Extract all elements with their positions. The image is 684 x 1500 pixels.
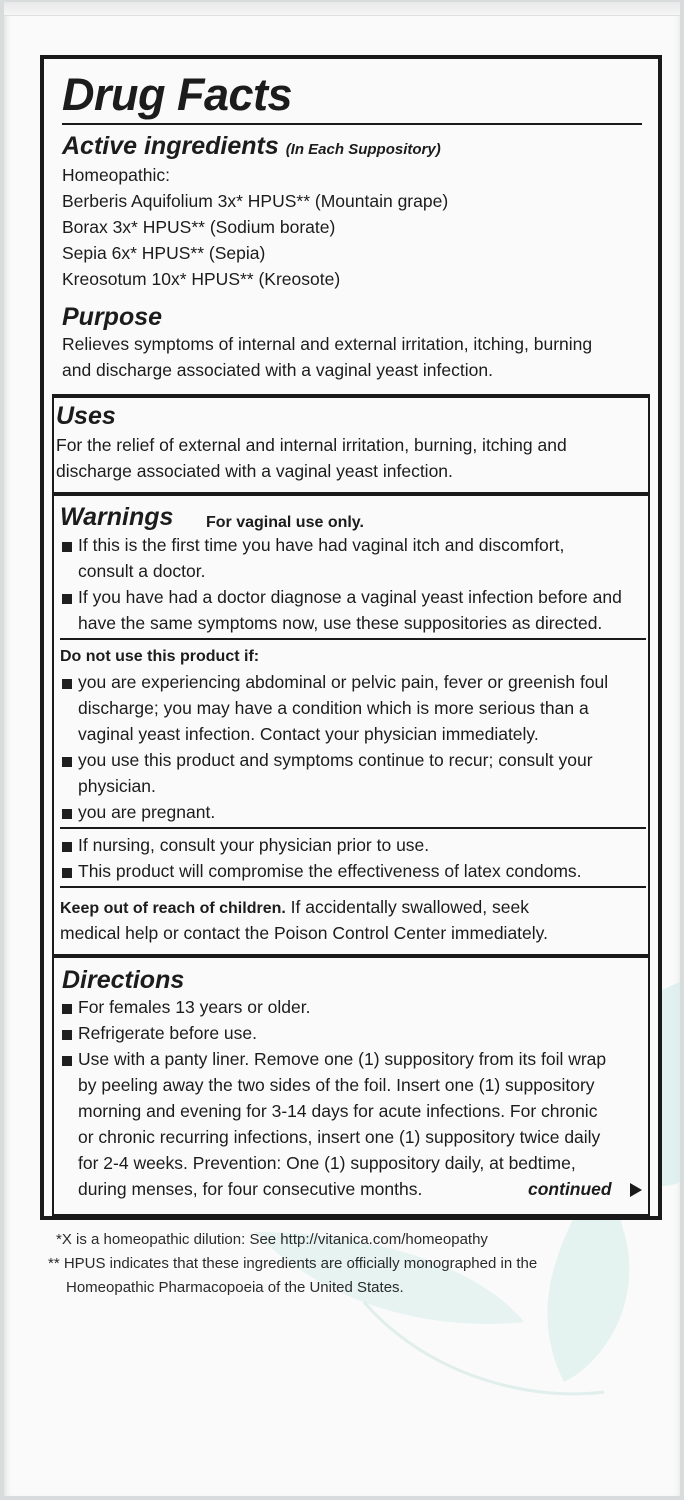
vaginal-use-note: For vaginal use only. [206, 514, 364, 531]
active-line: Borax 3x* HPUS** (Sodium borate) [62, 217, 336, 237]
warnings-section [52, 494, 650, 956]
warnings-divider [60, 827, 646, 829]
active-purpose-section [52, 59, 650, 396]
active-qualifier: (In Each Suppository) [285, 141, 441, 158]
warnings-divider [60, 638, 646, 640]
directions-line: Use with a panty liner. Remove one (1) suppository from its foil wrap [78, 1049, 607, 1069]
do-not-line: you use this product and symptoms continue to recur; consult your [78, 750, 593, 770]
active-line: Kreosotum 10x* HPUS** (Kreosote) [62, 269, 341, 289]
keep-out-line: medical help or contact the Poison Control Center immediately. [60, 923, 548, 943]
keep-out-line [60, 895, 529, 921]
directions-line: for 2-4 weeks. Prevention: One (1) suppository daily, at bedtime, [78, 1153, 576, 1173]
bullet-icon [62, 679, 72, 689]
uses-section [52, 396, 650, 494]
bullet-icon [62, 542, 72, 552]
uses-line: For the relief of external and internal irritation, burning, itching and [56, 435, 567, 455]
do-not-line: physician. [78, 776, 156, 796]
footnote-line: ** HPUS indicates that these ingredients are officially monographed in the [48, 1255, 538, 1272]
purpose-heading: Purpose [62, 303, 163, 331]
do-not-line: you are pregnant. [78, 802, 216, 822]
do-not-line: you are experiencing abdominal or pelvic pain, fever or greenish foul [78, 672, 609, 692]
other-warning-line: If nursing, consult your physician prior to use. [78, 835, 430, 855]
directions-line: during menses, for four consecutive months. [78, 1179, 423, 1199]
do-not-line: discharge; you may have a condition which is more serious than a [78, 698, 589, 718]
do-not-line: vaginal yeast infection. Contact your physician immediately. [78, 724, 539, 744]
warnings-heading: Warnings [60, 503, 174, 531]
purpose-line: Relieves symptoms of internal and external irritation, itching, burning [62, 334, 593, 354]
purpose-line: and discharge associated with a vaginal yeast infection. [62, 360, 493, 380]
bullet-icon [62, 809, 72, 819]
drug-facts-title: Drug Facts [62, 69, 293, 120]
bullet-icon [62, 1004, 72, 1014]
other-warning-line: This product will compromise the effectiveness of latex condoms. [78, 861, 582, 881]
directions-line: or chronic recurring infections, insert one (1) suppository twice daily [78, 1127, 601, 1147]
bullet-icon [62, 1030, 72, 1040]
active-ingredients-heading: Active ingredients (In Each Suppository) [62, 132, 441, 160]
directions-line: For females 13 years or older. [78, 997, 311, 1017]
uses-line: discharge associated with a vaginal yeast infection. [56, 461, 453, 481]
directions-line: morning and evening for 3-14 days for acute infections. For chronic [78, 1101, 598, 1121]
warning-line: If you have had a doctor diagnose a vaginal yeast infection before and [78, 587, 622, 607]
warning-line: consult a doctor. [78, 561, 206, 581]
continued-label: continued [528, 1179, 612, 1199]
directions-section [52, 956, 650, 1216]
do-not-use-heading: Do not use this product if: [60, 648, 260, 665]
bullet-icon [62, 842, 72, 852]
footnote-line: Homeopathic Pharmacopoeia of the United States. [66, 1279, 404, 1296]
warning-line: If this is the first time you have had vaginal itch and discomfort, [78, 535, 565, 555]
title-rule [62, 123, 642, 125]
active-line: Homeopathic: [62, 165, 170, 185]
keep-out-text: If accidentally swallowed, seek [285, 897, 529, 917]
continued-arrow-icon [630, 1183, 642, 1197]
footnote-line: *X is a homeopathic dilution: See http://vitanica.com/homeopathy [56, 1231, 488, 1248]
warning-line: have the same symptoms now, use these suppositories as directed. [78, 613, 603, 633]
keep-out-heading: Keep out of reach of children. [60, 900, 286, 917]
directions-line: Refrigerate before use. [78, 1023, 257, 1043]
uses-heading: Uses [56, 402, 116, 430]
active-line: Sepia 6x* HPUS** (Sepia) [62, 243, 266, 263]
drug-facts-panel [40, 55, 662, 1220]
package-panel [4, 2, 680, 1496]
bullet-icon [62, 757, 72, 767]
warnings-divider [60, 886, 646, 888]
directions-heading: Directions [62, 966, 185, 994]
bullet-icon [62, 1056, 72, 1066]
bullet-icon [62, 594, 72, 604]
directions-line: by peeling away the two sides of the foil. Insert one (1) suppository [78, 1075, 595, 1095]
active-line: Berberis Aquifolium 3x* HPUS** (Mountain grape) [62, 191, 449, 211]
bullet-icon [62, 868, 72, 878]
